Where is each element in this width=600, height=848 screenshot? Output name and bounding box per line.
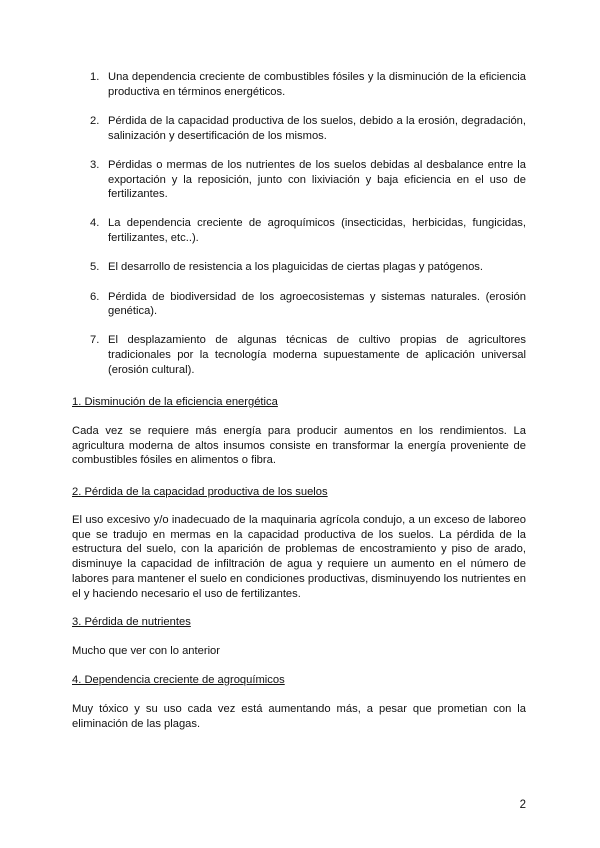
page-number: 2 bbox=[519, 799, 526, 811]
section-1-body: Cada vez se requiere más energía para producir aumentos en los rendimientos. La agricultura moderna de altos insumos consiste en transformar la energía proveniente de combustibles fósiles en alimentos o fibra. bbox=[72, 425, 526, 467]
list-item bbox=[72, 114, 526, 143]
list-number: 4. bbox=[90, 217, 100, 230]
list-number: 7. bbox=[90, 334, 100, 347]
section-4-heading: 4. Dependencia creciente de agroquímicos bbox=[72, 674, 285, 686]
list-text: Pérdida de la capacidad productiva de los suelos, debido a la erosión, degradación, salinización y desertificación de los mismos. bbox=[108, 114, 526, 142]
list-text: La dependencia creciente de agroquímicos (insecticidas, herbicidas, fungicidas, fertilizantes, etc..). bbox=[108, 217, 526, 245]
section-2-heading: 2. Pérdida de la capacidad productiva de los suelos bbox=[72, 486, 328, 498]
list-number: 5. bbox=[90, 261, 100, 274]
list-item bbox=[72, 216, 526, 245]
list-number: 2. bbox=[90, 114, 100, 127]
list-item bbox=[72, 158, 526, 202]
list-number: 6. bbox=[90, 290, 100, 303]
list-item bbox=[72, 260, 526, 275]
list-item bbox=[72, 333, 526, 377]
list-text: Una dependencia creciente de combustibles fósiles y la disminución de la eficiencia productiva en términos energéticos. bbox=[108, 71, 526, 98]
section-2-body: El uso excesivo y/o inadecuado de la maquinaria agrícola condujo, a un exceso de laboreo que se tradujo en mermas en la capacidad productiva de los suelos. La pérdida de la estructura del suelo, con la aparición de problemas de encostramiento y piso de arado, disminuye la capacidad de infiltración de agua y requiere un aumento en el número de labores para mantener el suelo en condiciones productivas, disminuyendo los nutrientes en el y haciendo necesario el uso de fertilizantes. bbox=[72, 514, 526, 600]
list-item bbox=[72, 70, 526, 99]
list-item bbox=[72, 290, 526, 319]
section-1-heading: 1. Disminución de la eficiencia energética bbox=[72, 396, 278, 408]
section-4-body: Muy tóxico y su uso cada vez está aumentando más, a pesar que prometian con la eliminación de las plagas. bbox=[72, 703, 526, 730]
list-text: Pérdidas o mermas de los nutrientes de los suelos debidas al desbalance entre la exportación y la reposición, junto con lixiviación y baja eficiencia en el uso de fertilizantes. bbox=[108, 158, 526, 201]
section-3-heading: 3. Pérdida de nutrientes bbox=[72, 616, 191, 628]
problems-list bbox=[72, 70, 526, 392]
section-3-body: Mucho que ver con lo anterior bbox=[72, 645, 221, 657]
list-text: El desarrollo de resistencia a los plaguicidas de ciertas plagas y patógenos. bbox=[108, 261, 483, 274]
list-text: El desplazamiento de algunas técnicas de cultivo propias de agricultores tradicionales por la tecnología moderna supuestamente de aplicación universal (erosión cultural). bbox=[108, 334, 526, 376]
list-number: 1. bbox=[90, 71, 100, 83]
list-text: Pérdida de biodiversidad de los agroecosistemas y sistemas naturales. (erosión genética). bbox=[108, 290, 526, 318]
list-number: 3. bbox=[90, 158, 100, 171]
